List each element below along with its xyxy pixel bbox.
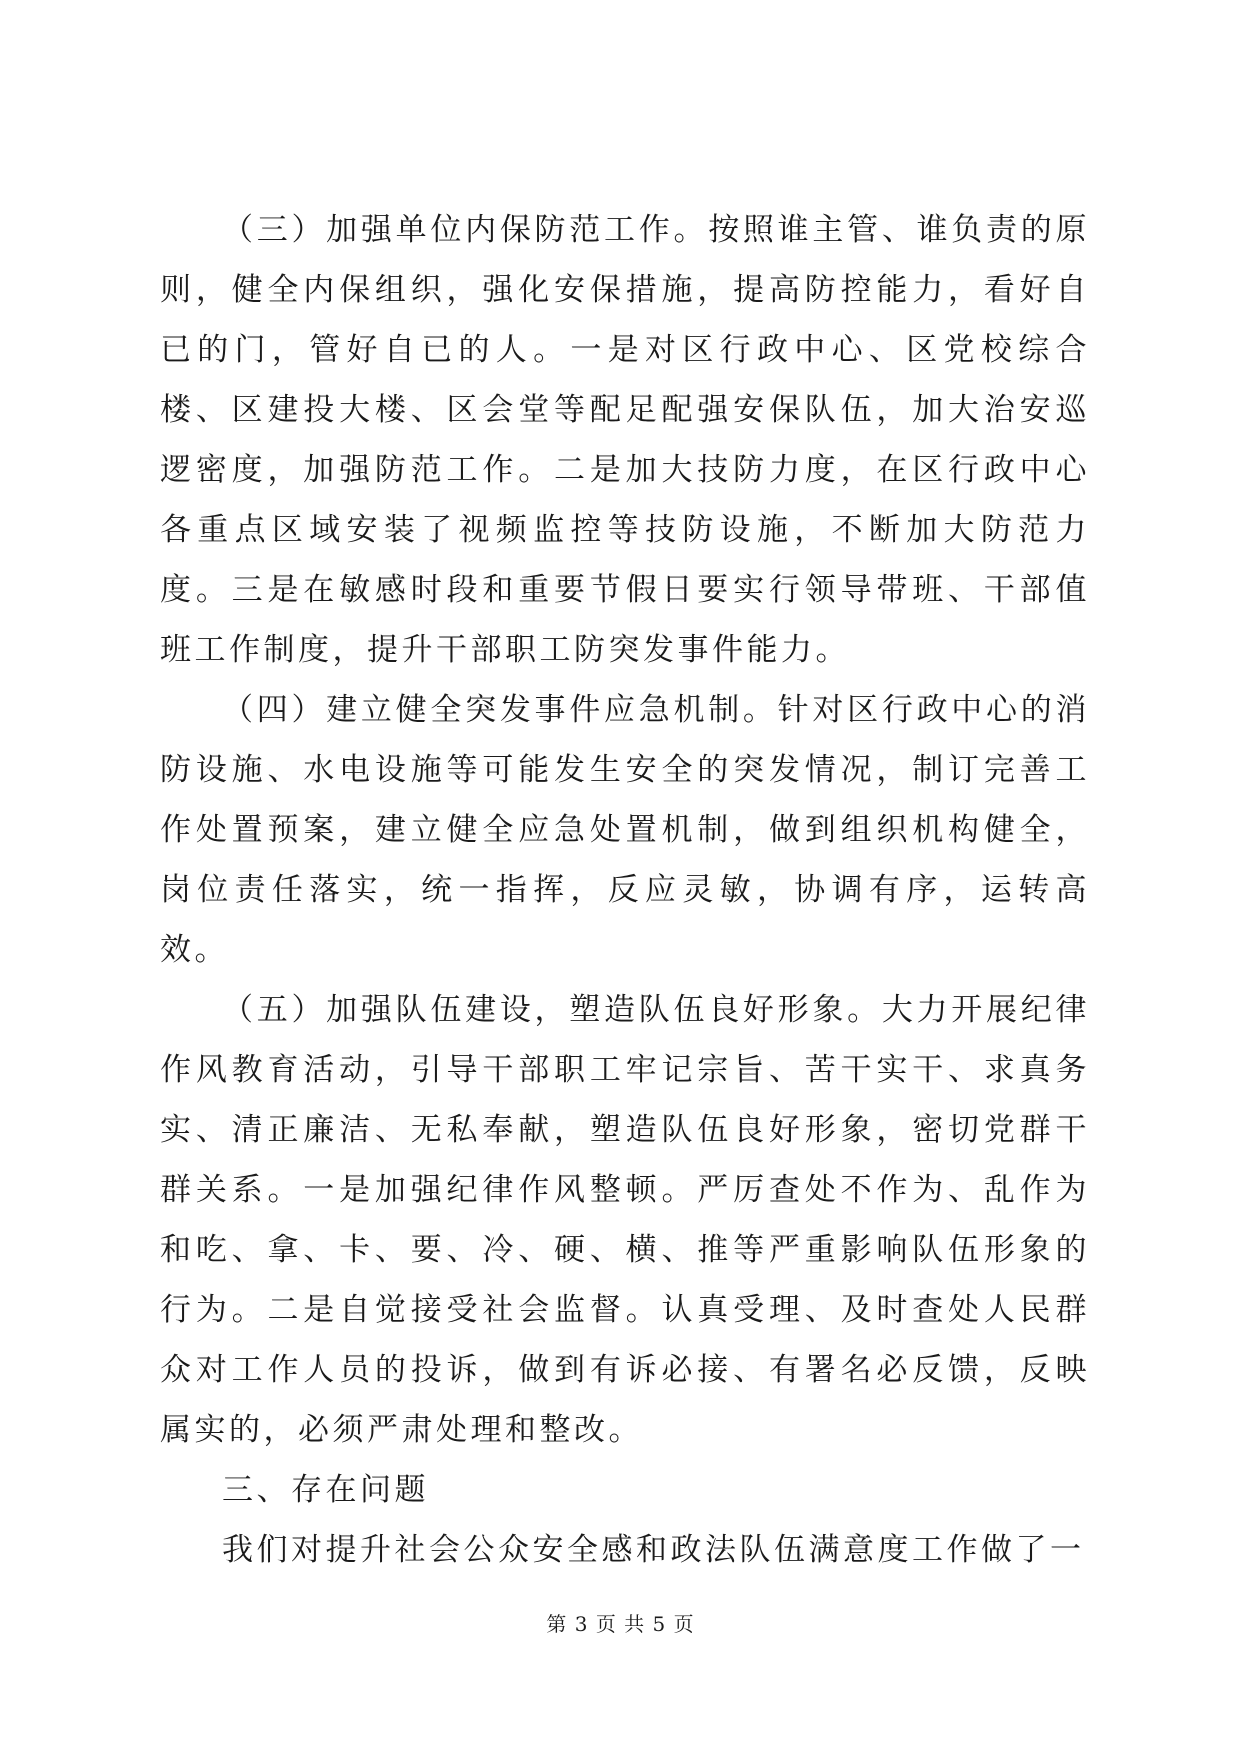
section-heading: 三、存在问题 <box>222 1472 429 1508</box>
document-body <box>160 200 1090 1580</box>
page-number-footer: 第 3 页 共 5 页 <box>546 1612 695 1636</box>
paragraph-emergency-mechanism: （四）建立健全突发事件应急机制。针对区行政中心的消防设施、水电设施等可能发生安全的突发情况，制订完善工作处置预案，建立健全应急处置机制，做到组织机构健全，岗位责任落实，统一指挥，反应灵敏，协调有序，运转高效。 <box>160 692 1090 968</box>
paragraph-continuation: 我们对提升社会公众安全感和政法队伍满意度工作做了一 <box>222 1532 1085 1568</box>
paragraph-team-building: （五）加强队伍建设，塑造队伍良好形象。大力开展纪律作风教育活动，引导干部职工牢记宗旨、苦干实干、求真务实、清正廉洁、无私奉献，塑造队伍良好形象，密切党群干群关系。一是加强纪律作风整顿。严厉查处不作为、乱作为和吃、拿、卡、要、冷、硬、横、推等严重影响队伍形象的行为。二是自觉接受社会监督。认真受理、及时查处人民群众对工作人员的投诉，做到有诉必接、有署名必反馈，反映属实的，必须严肃处理和整改。 <box>160 992 1090 1448</box>
paragraph-internal-security: （三）加强单位内保防范工作。按照谁主管、谁负责的原则，健全内保组织，强化安保措施，提高防控能力，看好自已的门，管好自已的人。一是对区行政中心、区党校综合楼、区建投大楼、区会堂等配足配强安保队伍，加大治安巡逻密度，加强防范工作。二是加大技防力度，在区行政中心各重点区域安装了视频监控等技防设施，不断加大防范力度。三是在敏感时段和重要节假日要实行领导带班、干部值班工作制度，提升干部职工防突发事件能力。 <box>160 212 1090 668</box>
